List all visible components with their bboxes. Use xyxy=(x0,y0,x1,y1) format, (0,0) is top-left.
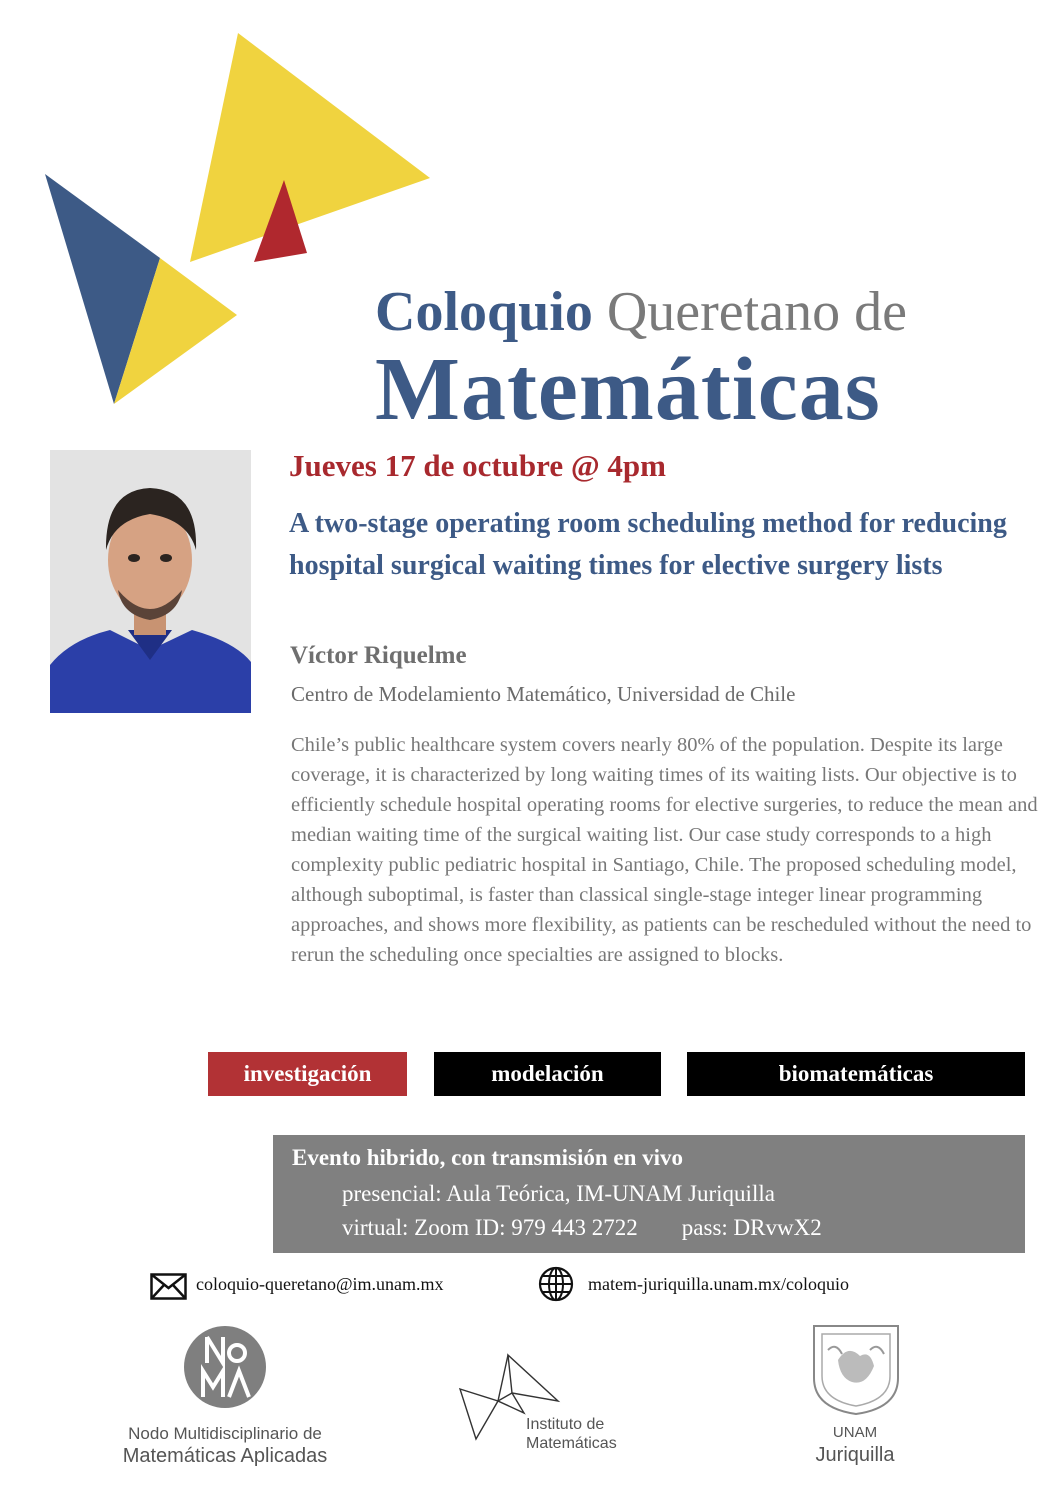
title-coloquio: Coloquio xyxy=(375,281,593,343)
title-matematicas: Matemáticas xyxy=(375,340,881,439)
yellow-triangle-top xyxy=(190,33,430,262)
nodo-caption-2: Matemáticas Aplicadas xyxy=(122,1445,328,1467)
unam-caption-2: Juriquilla xyxy=(815,1444,895,1466)
event-info-box xyxy=(273,1135,1025,1253)
event-zoom-id: virtual: Zoom ID: 979 443 2722 xyxy=(342,1215,638,1240)
tag-modelacion: modelación xyxy=(434,1052,661,1096)
event-presencial: presencial: Aula Teórica, IM-UNAM Juriquilla xyxy=(342,1181,775,1206)
nodo-caption-1: Nodo Multidisciplinario de xyxy=(128,1424,322,1443)
title-line-1 xyxy=(375,280,907,344)
unam-caption-1: UNAM xyxy=(832,1424,878,1441)
email-link[interactable]: coloquio-queretano@im.unam.mx xyxy=(196,1274,444,1294)
event-zoom-pass: pass: DRvwX2 xyxy=(681,1215,822,1240)
globe-icon xyxy=(538,1266,574,1302)
envelope-icon xyxy=(150,1273,188,1301)
event-virtual-line xyxy=(342,1215,822,1241)
speaker-affiliation: Centro de Modelamiento Matemático, Universidad de Chile xyxy=(291,682,796,706)
event-date: Jueves 17 de octubre @ 4pm xyxy=(289,448,666,483)
tag-investigacion: investigación xyxy=(208,1052,407,1096)
website-link[interactable]: matem-juriquilla.unam.mx/coloquio xyxy=(588,1274,849,1294)
talk-abstract: Chile’s public healthcare system covers nearly 80% of the population. Despite its large coverage, it is characterized by long waiting times of its waiting lists. Our objective is to efficiently schedule hospital operating rooms for elective surgeries, to reduce the mean and median waiting time of the surgical waiting list. Our case study corresponds to a high complexity public pediatric hospital in Santiago, Chile. The proposed scheduling model, although suboptimal, is faster than classical single-stage integer linear programming approaches, and shows more flexibility, as patients can be rescheduled without the need to rerun the scheduling once specialties are assigned to blocks. xyxy=(291,734,1038,966)
talk-title: A two-stage operating room scheduling method for reducing hospital surgical waiting times for elective surgery lists xyxy=(289,508,1007,581)
title-queretano: Queretano de xyxy=(606,281,907,343)
speaker-portrait-illustration xyxy=(50,450,251,713)
instituto-caption-1: Instituto de xyxy=(526,1416,605,1433)
instituto-caption-2: Matemáticas xyxy=(526,1435,617,1452)
speaker-photo xyxy=(50,450,251,713)
event-heading: Evento hibrido, con transmisión en vivo xyxy=(292,1145,684,1170)
tag-biomatematicas: biomatemáticas xyxy=(687,1052,1025,1096)
nodo-logo-icon xyxy=(183,1325,267,1409)
unam-seal-icon xyxy=(808,1320,904,1416)
speaker-name: Víctor Riquelme xyxy=(290,642,467,669)
